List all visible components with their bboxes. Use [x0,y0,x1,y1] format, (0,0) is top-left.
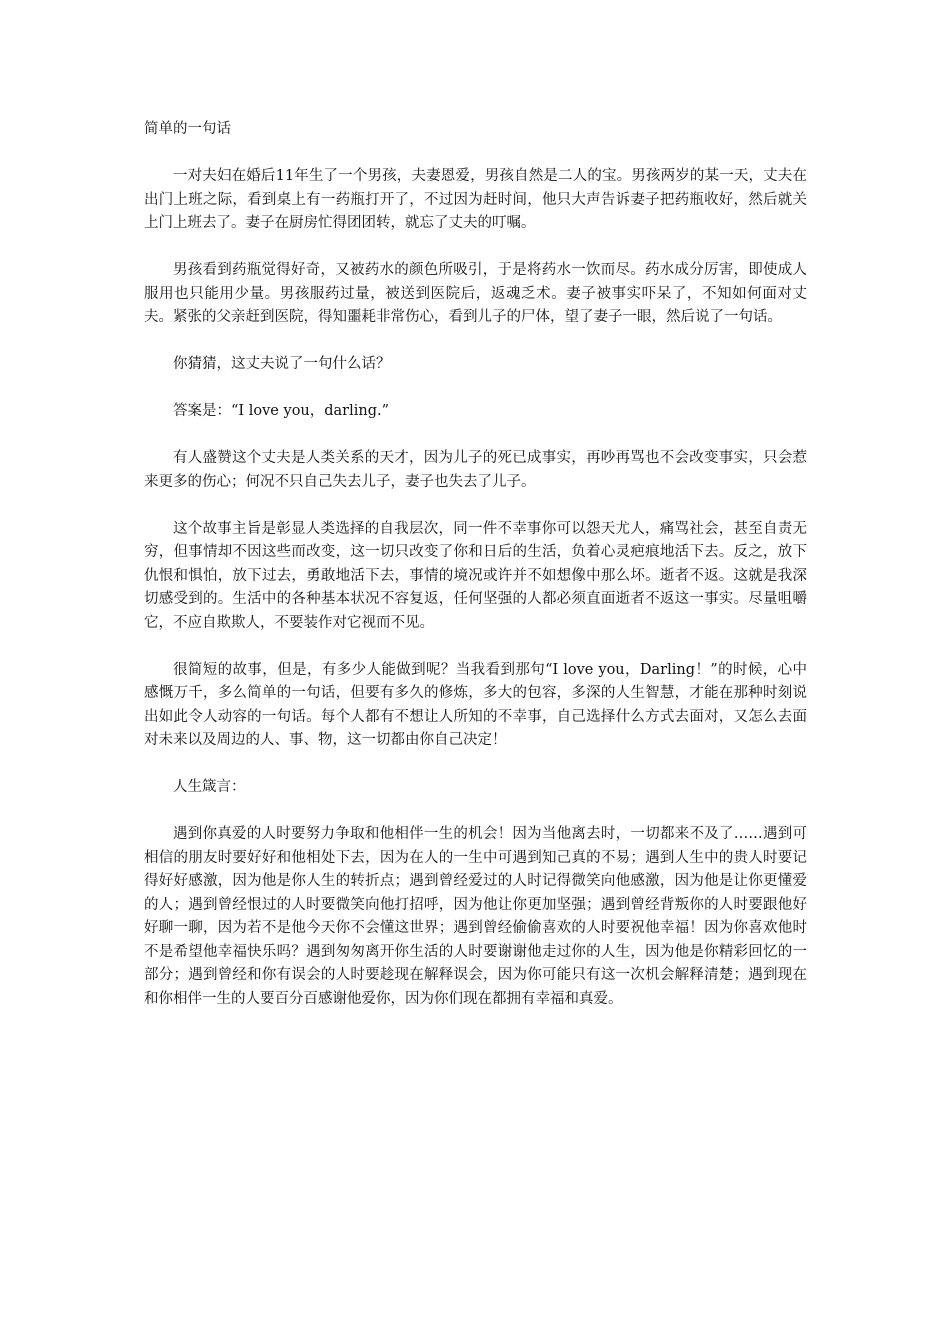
paragraph: 很简短的故事，但是，有多少人能做到呢？当我看到那句“I love you，Darling！”的时候，心中感慨万千，多么简单的一句话，但要有多久的修炼，多大的包容，多深的人生智慧，才能在那种时刻说出如此令人动容的一句话。每个人都有不想让人所知的不幸事，自己选择什么方式去面对，又怎么去面对未来以及周边的人、事、物，这一切都由你自己决定！ [144,661,807,748]
paragraph: 遇到你真爱的人时要努力争取和他相伴一生的机会！因为当他离去时，一切都来不及了……遇到可相信的朋友时要好好和他相处下去，因为在人的一生中可遇到知己真的不易；遇到人生中的贵人时要记得好好感激，因为他是你人生的转折点；遇到曾经爱过的人时记得微笑向他感激，因为他是让你更懂爱的人；遇到曾经恨过的人时要微笑向他打招呼，因为他让你更加坚强；遇到曾经背叛你的人时要跟他好好聊一聊，因为若不是他今天你不会懂这世界；遇到曾经偷偷喜欢的人时要祝他幸福！因为你喜欢他时不是希望他幸福快乐吗？遇到匆匆离开你生活的人时要谢谢他走过你的人生，因为他是你精彩回忆的一部分；遇到曾经和你有误会的人时要趁现在解释误会，因为你可能只有这一次机会解释清楚；遇到现在和你相伴一生的人要百分百感谢他爱你，因为你们现在都拥有幸福和真爱。 [144,826,807,1007]
paragraph: 你猜猜，这丈夫说了一句什么话？ [173,356,391,372]
paragraph: 答案是：“I love you，darling.” [173,403,390,419]
section-heading: 人生箴言： [173,779,246,795]
paragraph: 有人盛赞这个丈夫是人类关系的天才，因为儿子的死已成事实，再吵再骂也不会改变事实，只会惹来更多的伤心；何况不只自己失去儿子，妻子也失去了儿子。 [144,450,807,490]
document-page [144,118,807,1035]
paragraph: 男孩看到药瓶觉得好奇，又被药水的颜色所吸引，于是将药水一饮而尽。药水成分厉害，即使成人服用也只能用少量。男孩服药过量，被送到医院后，返魂乏术。妻子被事实吓呆了，不知如何面对丈夫。紧张的父亲赶到医院，得知噩耗非常伤心，看到儿子的尸体，望了妻子一眼，然后说了一句话。 [144,262,807,325]
paragraph: 一对夫妇在婚后11年生了一个男孩，夫妻恩爱，男孩自然是二人的宝。男孩两岁的某一天，丈夫在出门上班之际，看到桌上有一药瓶打开了，不过因为赶时间，他只大声告诉妻子把药瓶收好，然后就关上门上班去了。妻子在厨房忙得团团转，就忘了丈夫的叮嘱。 [144,168,807,231]
document-title: 简单的一句话 [144,121,231,137]
paragraph: 这个故事主旨是彰显人类选择的自我层次，同一件不幸事你可以怨天尤人，痛骂社会，甚至自责无穷，但事情却不因这些而改变，这一切只改变了你和日后的生活，负着心灵疤痕地活下去。反之，放下仇恨和惧怕，放下过去，勇敢地活下去，事情的境况或许并不如想像中那么坏。逝者不返。这就是我深切感受到的。生活中的各种基本状况不容复返，任何坚强的人都必须直面逝者不返这一事实。尽量咀嚼它，不应自欺欺人，不要装作对它视而不见。 [144,520,807,631]
